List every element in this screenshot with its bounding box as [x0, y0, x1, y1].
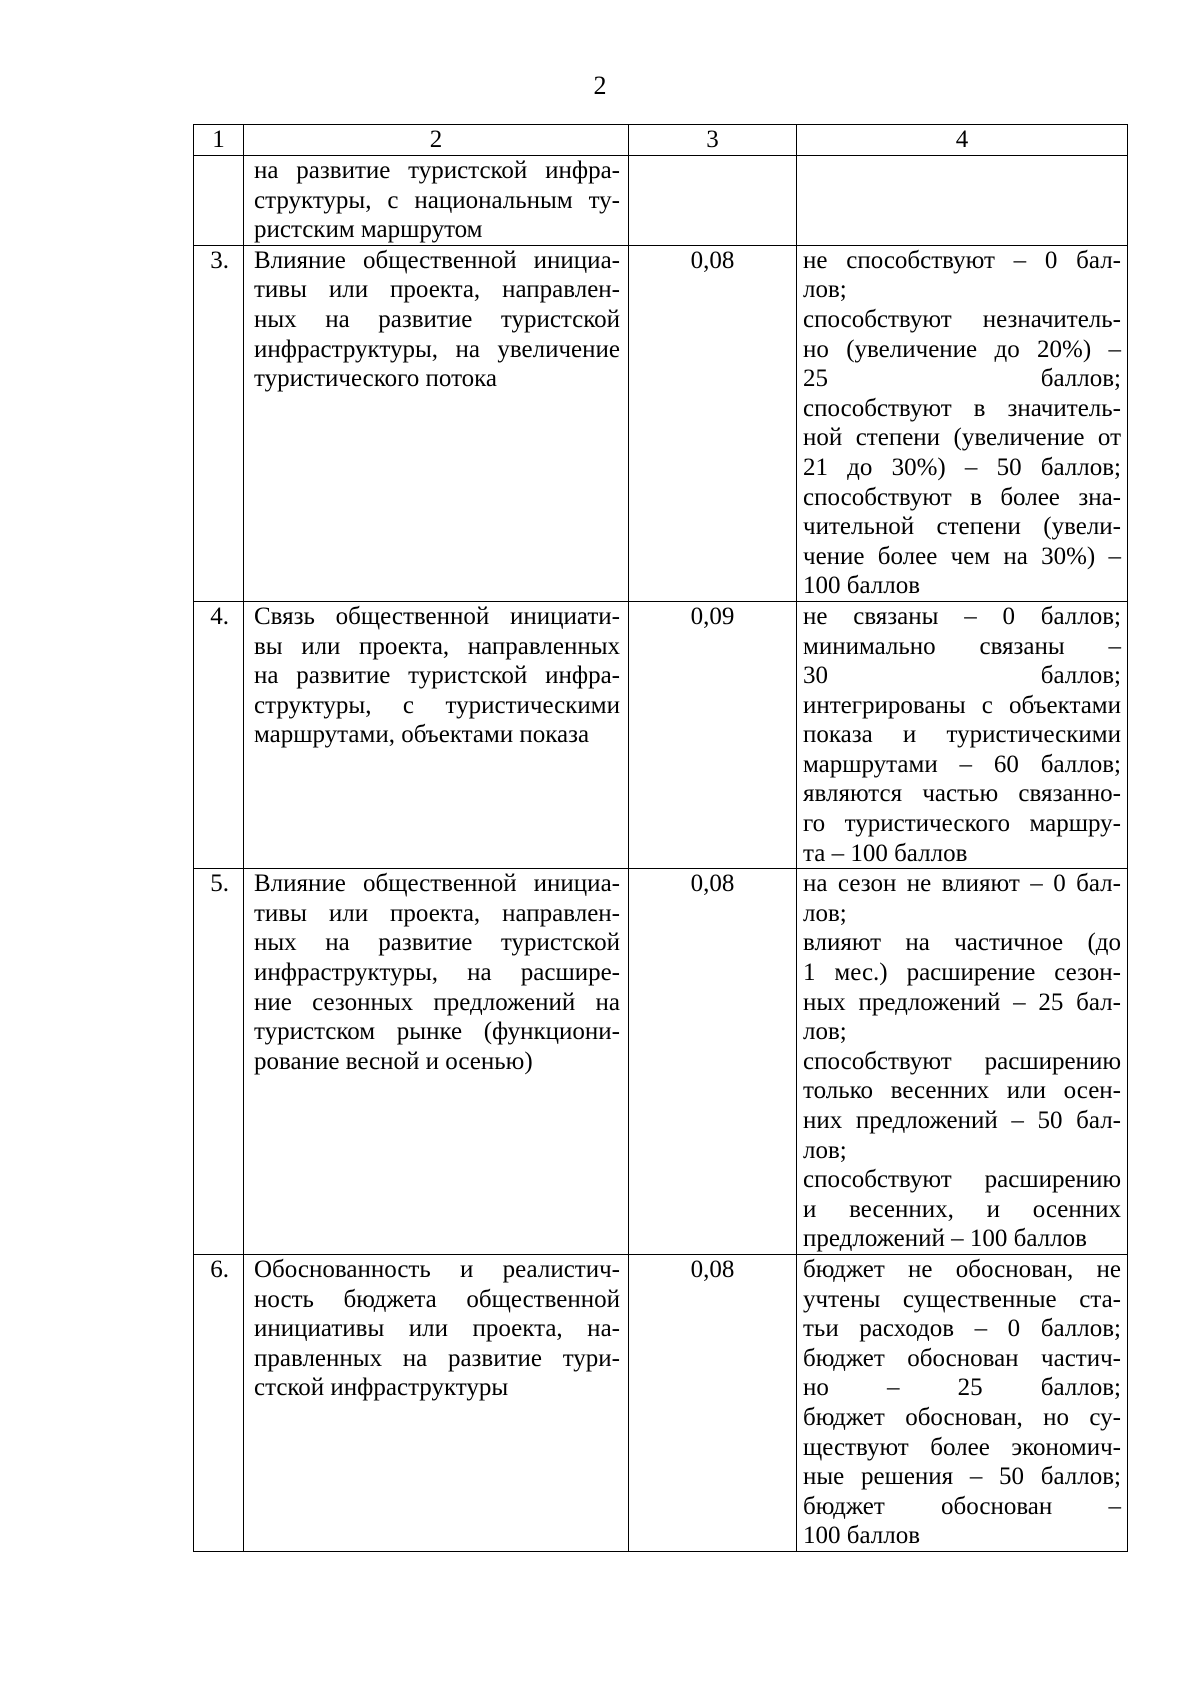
weight-value: 0,08: [629, 245, 797, 601]
row-number: 5.: [194, 869, 244, 1255]
row-number: 3.: [194, 245, 244, 601]
text-line: способствуют расширению: [803, 1047, 1121, 1075]
table-header-row: [194, 125, 1128, 156]
text-line: маршрутами, объектами показа: [254, 721, 590, 749]
text-line: лов;: [803, 899, 847, 927]
text-line: не связаны – 0 баллов;: [803, 602, 1121, 630]
text-line: способствуют в более зна-: [803, 483, 1121, 511]
text-line: структуры, с национальным ту-: [254, 186, 620, 214]
row-number: [194, 156, 244, 246]
weight-value: 0,09: [629, 601, 797, 868]
column-header-number: 1: [194, 125, 244, 156]
text-line: та – 100 баллов: [803, 839, 968, 867]
text-line: ных на развитие туристской: [254, 929, 620, 957]
text-line: ристским маршрутом: [254, 216, 483, 244]
criterion-text: [244, 869, 629, 1255]
weight-value: 0,08: [629, 869, 797, 1255]
criterion-text: [244, 1254, 629, 1551]
weight-value: 0,08: [629, 1254, 797, 1551]
table-row: [194, 1254, 1128, 1551]
column-header-criterion: 2: [244, 125, 629, 156]
page-number: 2: [593, 71, 607, 100]
column-header-scale: 4: [797, 125, 1128, 156]
text-line: лов;: [803, 1018, 847, 1046]
text-line: 30 баллов;: [803, 662, 1121, 690]
scale-text: [797, 156, 1128, 246]
text-line: влияют на частичное (до: [803, 929, 1121, 957]
text-line: способствуют расширению: [803, 1166, 1121, 1194]
text-line: являются частью связанно-: [803, 780, 1121, 808]
text-line: бюджет обоснован –: [803, 1492, 1121, 1520]
text-line: тивы или проекта, направлен-: [254, 899, 620, 927]
criterion-text: [244, 156, 629, 246]
table-row: [194, 601, 1128, 868]
text-line: тьи расходов – 0 баллов;: [803, 1315, 1121, 1343]
text-line: но (увеличение до 20%) –: [803, 335, 1121, 363]
text-line: интегрированы с объектами: [803, 691, 1121, 719]
text-line: тивы или проекта, направлен-: [254, 276, 620, 304]
text-line: лов;: [803, 276, 847, 304]
criterion-text: [244, 601, 629, 868]
text-line: ществуют более экономич-: [803, 1433, 1121, 1461]
text-line: ность бюджета общественной: [254, 1285, 620, 1313]
scale-text: [797, 601, 1128, 868]
text-line: туристического потока: [254, 365, 498, 393]
table-row: [194, 869, 1128, 1255]
text-line: ных на развитие туристской: [254, 305, 620, 333]
text-line: способствуют в значитель-: [803, 394, 1121, 422]
row-number: 4.: [194, 601, 244, 868]
text-line: Влияние общественной инициа-: [254, 870, 620, 898]
text-line: не способствуют – 0 бал-: [803, 246, 1121, 274]
text-line: ной степени (увеличение от: [803, 424, 1121, 452]
table-row-continuation: [194, 156, 1128, 246]
text-line: только весенних или осен-: [803, 1077, 1121, 1105]
text-line: Влияние общественной инициа-: [254, 246, 620, 274]
text-line: бюджет обоснован, но су-: [803, 1403, 1121, 1431]
text-line: но – 25 баллов;: [803, 1374, 1121, 1402]
scale-text: [797, 1254, 1128, 1551]
text-line: Связь общественной инициати-: [254, 602, 620, 630]
scale-text: [797, 245, 1128, 601]
table-row: [194, 245, 1128, 601]
text-line: ние сезонных предложений на: [254, 988, 620, 1016]
column-header-weight: 3: [629, 125, 797, 156]
criteria-table: [193, 124, 1128, 1552]
scale-text: [797, 869, 1128, 1255]
text-line: способствуют незначитель-: [803, 305, 1121, 333]
text-line: правленных на развитие тури-: [254, 1344, 620, 1372]
text-line: 100 баллов: [803, 1522, 921, 1550]
text-line: на развитие туристской инфра-: [254, 662, 620, 690]
text-line: учтены существенные ста-: [803, 1285, 1121, 1313]
text-line: 25 баллов;: [803, 365, 1121, 393]
text-line: бюджет обоснован частич-: [803, 1344, 1121, 1372]
text-line: 100 баллов: [803, 572, 921, 600]
text-line: 21 до 30%) – 50 баллов;: [803, 453, 1121, 481]
text-line: го туристического маршру-: [803, 810, 1121, 838]
text-line: инициативы или проекта, на-: [254, 1315, 620, 1343]
text-line: стской инфраструктуры: [254, 1374, 509, 1402]
text-line: ных предложений – 25 бал-: [803, 988, 1121, 1016]
text-line: Обоснованность и реалистич-: [254, 1255, 620, 1283]
text-line: чительной степени (увели-: [803, 513, 1121, 541]
text-line: на развитие туристской инфра-: [254, 157, 620, 184]
text-line: чение более чем на 30%) –: [803, 542, 1121, 570]
text-line: и весенних, и осенних: [803, 1195, 1121, 1223]
text-line: структуры, с туристическими: [254, 691, 620, 719]
text-line: предложений – 100 баллов: [803, 1225, 1087, 1253]
text-line: инфраструктуры, на расшире-: [254, 959, 620, 987]
text-line: маршрутами – 60 баллов;: [803, 750, 1121, 778]
text-line: бюджет не обоснован, не: [803, 1255, 1121, 1283]
text-line: них предложений – 50 бал-: [803, 1107, 1121, 1134]
text-line: на сезон не влияют – 0 бал-: [803, 870, 1121, 898]
criterion-text: [244, 245, 629, 601]
text-line: вы или проекта, направленных: [254, 632, 620, 660]
text-line: 1 мес.) расширение сезон-: [803, 959, 1121, 987]
text-line: туристском рынке (функциони-: [254, 1018, 620, 1046]
text-line: ные решения – 50 баллов;: [803, 1463, 1121, 1491]
text-line: минимально связаны –: [803, 632, 1121, 660]
text-line: показа и туристическими: [803, 721, 1121, 749]
row-number: 6.: [194, 1254, 244, 1551]
text-line: инфраструктуры, на увеличение: [254, 335, 620, 363]
text-line: лов;: [803, 1136, 847, 1164]
weight-value: [629, 156, 797, 246]
text-line: рование весной и осенью): [254, 1047, 533, 1075]
